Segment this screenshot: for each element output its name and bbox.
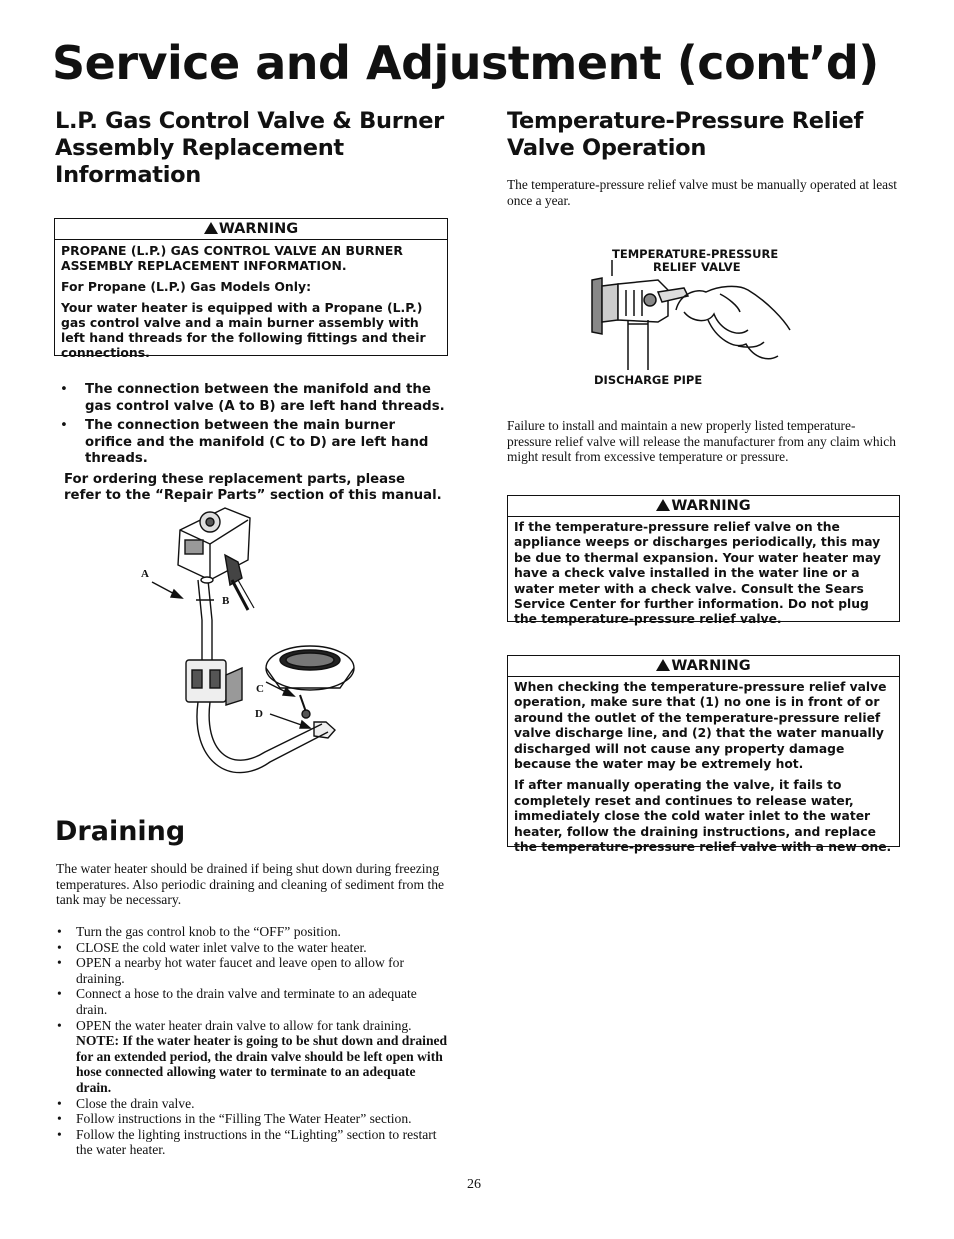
tp-heading-line-2: Valve Operation	[507, 135, 707, 161]
tp-warning-1-label: WARNING	[671, 498, 751, 514]
tp-valve-label-1: TEMPERATURE-PRESSURE	[612, 247, 779, 261]
warning-triangle-icon	[656, 499, 670, 511]
lp-warning-label: WARNING	[218, 221, 299, 237]
tp-relief-valve-diagram	[588, 247, 798, 375]
draining-step-8: • Follow the lighting instructions in the “Lighting” section to restart the water heater.	[57, 1126, 437, 1158]
tp-warning-2-para-1: When checking the temperature-pressure relief valve operation, make sure that (1) no one is in front of or around the outlet of the temperature-pressure relief valve discharge line, and (2) that the water manually discharged will not cause any property damage because the water may be extremely hot.	[514, 680, 887, 772]
tp-failure-text: Failure to install and maintain a new properly listed temperature-pressure relief valve will release the manufacturer from any claim which might result from excessive temperature or pressure.	[507, 418, 896, 465]
tp-warning-box-1	[507, 495, 900, 627]
lp-heading-line-2: Assembly Replacement	[55, 135, 344, 161]
draining-steps	[56, 924, 448, 1158]
draining-intro: The water heater should be drained if being shut down during freezing temperatures. Also periodic draining and cleaning of sediment from the tank may be necessary.	[56, 861, 445, 908]
lp-ordering-note: For ordering these replacement parts, please refer to the “Repair Parts” section of this manual.	[64, 471, 442, 503]
draining-step-3: • OPEN a nearby hot water faucet and leave open to allow for draining.	[56, 955, 448, 986]
draining-step-6: • Close the drain valve.	[57, 1095, 195, 1111]
draining-heading: Draining	[55, 816, 186, 847]
tp-valve-label-2: RELIEF VALVE	[653, 260, 741, 274]
diagram-label-c: C	[256, 683, 264, 695]
tp-warning-2-body	[508, 677, 899, 859]
draining-step-2: • CLOSE the cold water inlet valve to the water heater.	[56, 940, 448, 956]
tp-warning-2-para-2: If after manually operating the valve, it fails to completely reset and continues to release water, immediately close the cold water inlet to the water heater, follow the draining instructions, and replace the temperature-pressure relief valve with a new one.	[514, 778, 892, 855]
diagram-label-a: A	[141, 568, 149, 580]
lp-bullet-list	[60, 382, 445, 505]
tp-warning-1-body	[508, 517, 899, 632]
tp-warning-1-header	[508, 496, 899, 517]
warning-triangle-icon	[204, 222, 218, 234]
page-number: 26	[467, 1177, 481, 1192]
tp-warning-1-text: If the temperature-pressure relief valve on the appliance weeps or discharges periodically, this may be due to thermal expansion. Your water heater may have a check valve installed in the water line or a water meter with a check valve. Consult the Sears Service Center for further information. Do not plug the temperature-pressure relief valve.	[514, 520, 881, 627]
gas-valve-burner-diagram	[130, 500, 370, 800]
draining-step-7: • Follow instructions in the “Filling The Water Heater” section.	[57, 1111, 412, 1127]
discharge-pipe-label: DISCHARGE PIPE	[594, 373, 703, 387]
lp-warning-header	[55, 219, 447, 240]
lp-heading-line-3: Information	[55, 162, 202, 188]
diagram-label-d: D	[255, 708, 263, 720]
tp-warning-2-header	[508, 656, 899, 677]
lp-section-heading	[55, 108, 444, 189]
lp-warning-body	[55, 240, 447, 364]
warning-triangle-icon	[656, 659, 670, 671]
lp-heading-line-1: L.P. Gas Control Valve & Burner	[55, 108, 444, 134]
lp-bullet-1: • The connection between the manifold and the gas control valve (A to B) are left hand threads.	[60, 382, 445, 415]
tp-heading-line-1: Temperature-Pressure Relief	[507, 108, 863, 134]
draining-step-5: • OPEN the water heater drain valve to allow for tank draining.	[56, 1018, 448, 1034]
tp-intro: The temperature-pressure relief valve must be manually operated at least once a year.	[507, 177, 898, 208]
lp-bullet-2: • The connection between the main burner orifice and the manifold (C to D) are left hand threads.	[60, 418, 445, 468]
lp-warning-line-1: PROPANE (L.P.) GAS CONTROL VALVE AN BURNER ASSEMBLY REPLACEMENT INFORMATION.	[61, 243, 403, 273]
lp-warning-box	[54, 218, 448, 360]
page-title: Service and Adjustment (cont’d)	[52, 36, 879, 90]
tp-section-heading	[507, 108, 863, 162]
tp-warning-2-label: WARNING	[671, 658, 751, 674]
lp-warning-line-2: For Propane (L.P.) Gas Models Only:	[61, 279, 312, 294]
diagram-label-b: B	[222, 595, 230, 607]
lp-warning-line-3: Your water heater is equipped with a Propane (L.P.) gas control valve and a main burner assembly with left hand threads for the following fittings and their connections.	[61, 300, 426, 360]
draining-step-4: • Connect a hose to the drain valve and terminate to an adequate drain.	[56, 986, 448, 1017]
tp-warning-box-2	[507, 655, 900, 855]
draining-note: NOTE: If the water heater is going to be shut down and drained for an extended period, the drain valve should be left open with hose connected allowing water to terminate to an adequate drain.	[76, 1033, 448, 1095]
draining-step-1: • Turn the gas control knob to the “OFF” position.	[56, 924, 448, 940]
